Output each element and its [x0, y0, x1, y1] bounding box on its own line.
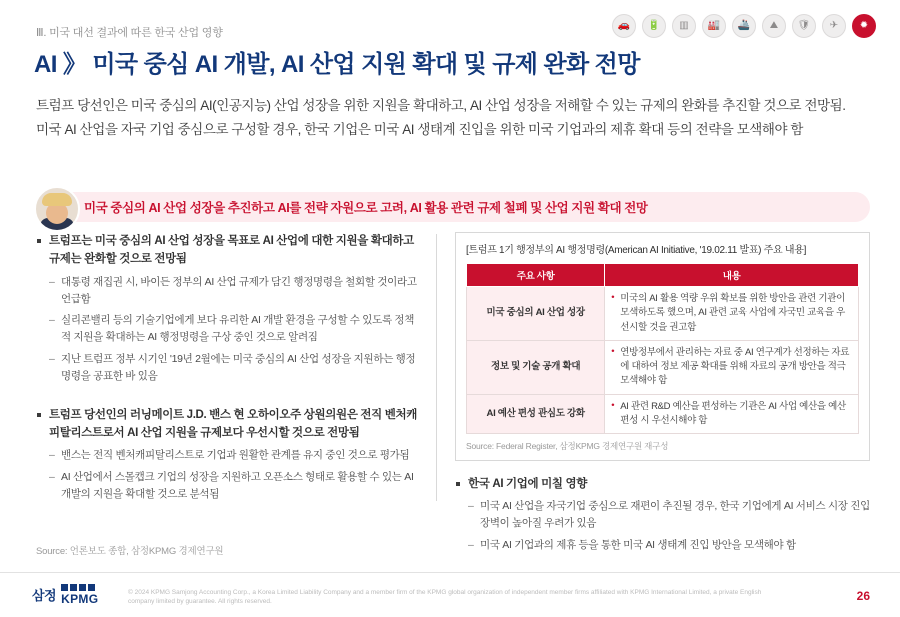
executive-order-box	[455, 232, 870, 461]
table-header-row	[467, 264, 859, 287]
right-column	[437, 232, 870, 551]
table-cell-value	[605, 394, 859, 434]
left-block-2-heading: 트럼프 당선인의 러닝메이트 J.D. 밴스 현 오하이오주 상원의원은 전직 벤처캐피탈리스트로서 AI 산업 지원을 규제보다 우선시할 것으로 전망됨	[49, 408, 418, 439]
chip-icon[interactable]: ▥	[672, 14, 696, 38]
kpmg-logo	[32, 584, 98, 605]
table-bullet: • AI 관련 R&D 예산을 편성하는 기관은 AI 사업 예산을 예산 편성 시 우선시해야 함	[611, 400, 852, 429]
lead-paragraph: 트럼프 당선인은 미국 중심의 AI(인공지능) 산업 성장을 위한 지원을 확대하고, AI 산업 성장을 저해할 수 있는 규제의 완화를 추진할 것으로 전망됨. 미국 AI 산업을 자국 기업 중심으로 구성할 경우, 한국 기업은 미국 AI 생태계 진입을 위한 미국 기업과의 제휴 확대 등의 전략을 모색해야 함	[36, 98, 846, 137]
table-cell-value	[605, 287, 859, 341]
footer-divider	[0, 572, 900, 573]
logo-squares-icon	[61, 584, 98, 591]
table-header-cell: 내용	[605, 264, 859, 287]
table-source: Source: Federal Register, 삼정KPMG 경제연구원 재구성	[466, 441, 669, 451]
section-eyebrow: Ⅲ. 미국 대선 결과에 따른 한국 산업 영향	[36, 27, 223, 39]
list-item: – 미국 AI 산업을 자국기업 중심으로 재편이 추진될 경우, 한국 기업에게 AI 서비스 시장 진입 장벽이 높아질 우려가 있음	[468, 498, 870, 532]
table-row	[467, 394, 859, 434]
list-item	[455, 475, 870, 554]
left-block-1-heading: 트럼프는 미국 중심의 AI 산업 성장을 목표로 AI 산업에 대한 지원을 확대하고 규제는 완화할 것으로 전망됨	[49, 235, 414, 266]
energy-icon[interactable]: ⛰	[762, 14, 786, 38]
aerospace-icon[interactable]: ✈	[822, 14, 846, 38]
trump-portrait-icon	[34, 186, 80, 232]
impact-block	[455, 475, 870, 554]
logo-korean-text: 삼정	[32, 588, 57, 603]
factory-icon[interactable]: 🏭	[702, 14, 726, 38]
executive-order-table	[466, 263, 859, 434]
defense-icon[interactable]: 🛡	[792, 14, 816, 38]
executive-order-title: [트럼프 1기 행정부의 AI 행정명령(American AI Initiative, '19.02.11 발표) 주요 내용]	[466, 245, 807, 256]
content-area	[36, 232, 870, 551]
table-bullet: • 미국의 AI 활용 역량 우위 확보를 위한 방안을 관련 기관이 모색하도록 했으며, AI 관련 교육 사업에 자국민 교육을 우선시할 것을 권고함	[611, 292, 852, 335]
table-row	[467, 340, 859, 394]
list-item: – 실리콘밸리 등의 기술기업에게 보다 유리한 AI 개발 환경을 구성할 수 있도록 정책적 지원을 확대하는 AI 행정명령을 구상 중인 것으로 알려짐	[49, 312, 418, 346]
ai-icon[interactable]: ✹	[852, 14, 876, 38]
list-item: – 지난 트럼프 정부 시기인 '19년 2월에는 미국 중심의 AI 산업 성장을 지원하는 행정명령을 공표한 바 있음	[49, 351, 418, 385]
logo-kpmg-text: KPMG	[61, 592, 99, 606]
table-cell-value	[605, 340, 859, 394]
logo-mark	[61, 584, 98, 605]
page-number: 26	[856, 589, 870, 603]
impact-heading: 한국 AI 기업에 미칠 영향	[468, 478, 588, 490]
list-item: – 밴스는 전직 벤처캐피탈리스트로 기업과 원활한 관계를 유지 중인 것으로 평가됨	[49, 447, 418, 464]
left-column	[36, 232, 436, 531]
table-cell-key: 정보 및 기술 공개 확대	[467, 340, 605, 394]
list-item	[36, 232, 418, 385]
table-header-cell: 주요 사항	[467, 264, 605, 287]
ship-icon[interactable]: 🚢	[732, 14, 756, 38]
copyright-text: © 2024 KPMG Samjong Accounting Corp., a Korea Limited Liability Company and a member firm of the KPMG global organization of independent member firms affiliated with KPMG International Limited, a private English company limited by guarantee. All rights reserved.	[128, 588, 762, 606]
slide-source: Source: 언론보도 종합, 삼정KPMG 경제연구원	[36, 546, 224, 557]
page-title: AI 》 미국 중심 AI 개발, AI 산업 지원 확대 및 규제 완화 전망	[34, 51, 640, 78]
list-item: – 미국 AI 기업과의 제휴 등을 통한 미국 AI 생태계 진입 방안을 모색해야 함	[468, 537, 870, 554]
table-bullet: • 연방정부에서 관리하는 자료 중 AI 연구계가 선정하는 자료에 대하여 정보 제공 확대를 위해 자료의 공개 방안을 적극 모색해야 함	[611, 346, 852, 389]
list-item: – AI 산업에서 스몰캡크 기업의 성장을 지원하고 오픈소스 형태로 활용할 수 있는 AI 개발의 지원을 확대할 것으로 분석됨	[49, 469, 418, 503]
list-item: – 대통령 재집권 시, 바이든 정부의 AI 산업 규제가 담긴 행정명령을 철회할 것이라고 언급함	[49, 274, 418, 308]
car-icon[interactable]: 🚗	[612, 14, 636, 38]
table-cell-key: 미국 중심의 AI 산업 성장	[467, 287, 605, 341]
table-row	[467, 287, 859, 341]
highlight-banner	[36, 192, 870, 222]
industry-icon-strip	[612, 14, 876, 38]
battery-icon[interactable]: 🔋	[642, 14, 666, 38]
banner-text: 미국 중심의 AI 산업 성장을 추진하고 AI를 전략 자원으로 고려, AI 활용 관련 규제 철폐 및 산업 지원 확대 전망	[84, 201, 648, 215]
table-cell-key: AI 예산 편성 관심도 강화	[467, 394, 605, 434]
list-item	[36, 406, 418, 503]
